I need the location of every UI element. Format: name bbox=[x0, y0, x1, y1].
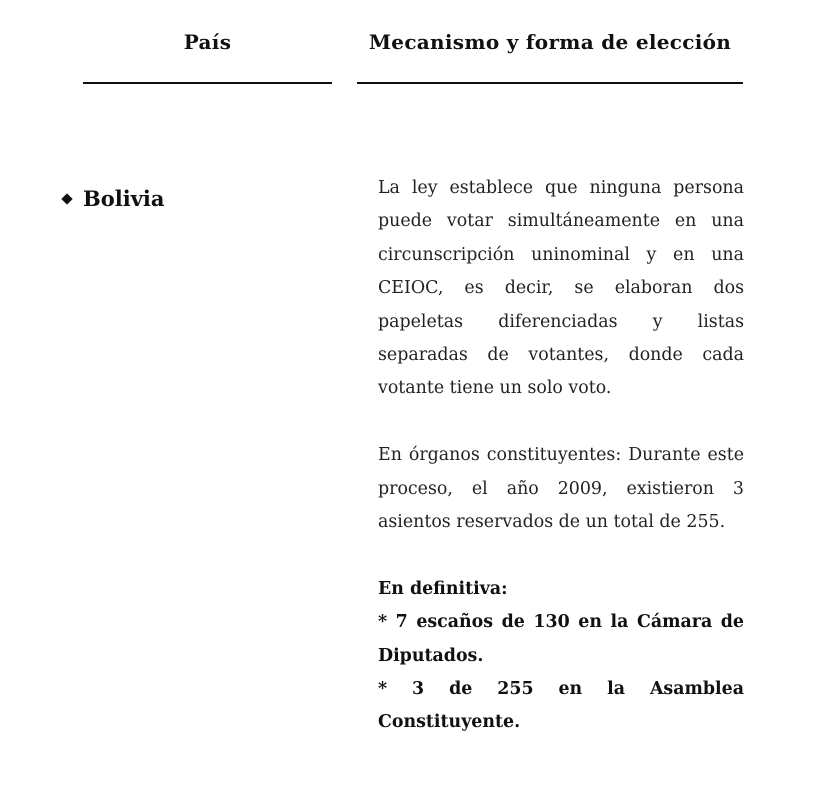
mechanism-paragraph: En órganos constituyentes: Durante este proceso, el año 2009, existieron 3 asientos reservados de un total de 255. bbox=[378, 445, 744, 533]
column-header-country: País bbox=[183, 30, 232, 54]
header-rule-country bbox=[83, 82, 332, 84]
header-rule-mechanism bbox=[357, 82, 743, 84]
country-name: Bolivia bbox=[83, 186, 165, 211]
mechanism-paragraph: La ley establece que ninguna persona puede votar simultáneamente en una circunscripción uninominal y en una CEIOC, es decir, se elaboran dos papeletas diferenciadas y listas separadas de votantes, donde cada votante tiene un solo voto. bbox=[378, 178, 744, 399]
summary-line: * 3 de 255 en la Asamblea Constituyente. bbox=[378, 679, 744, 733]
diamond-bullet-icon bbox=[61, 193, 72, 204]
mechanism-cell bbox=[378, 172, 744, 740]
country-cell bbox=[60, 186, 165, 211]
summary-heading: En definitiva: bbox=[378, 578, 508, 599]
summary-line: * 7 escaños de 130 en la Cámara de Diputados. bbox=[378, 612, 744, 666]
column-header-mechanism: Mecanismo y forma de elección bbox=[368, 30, 732, 54]
